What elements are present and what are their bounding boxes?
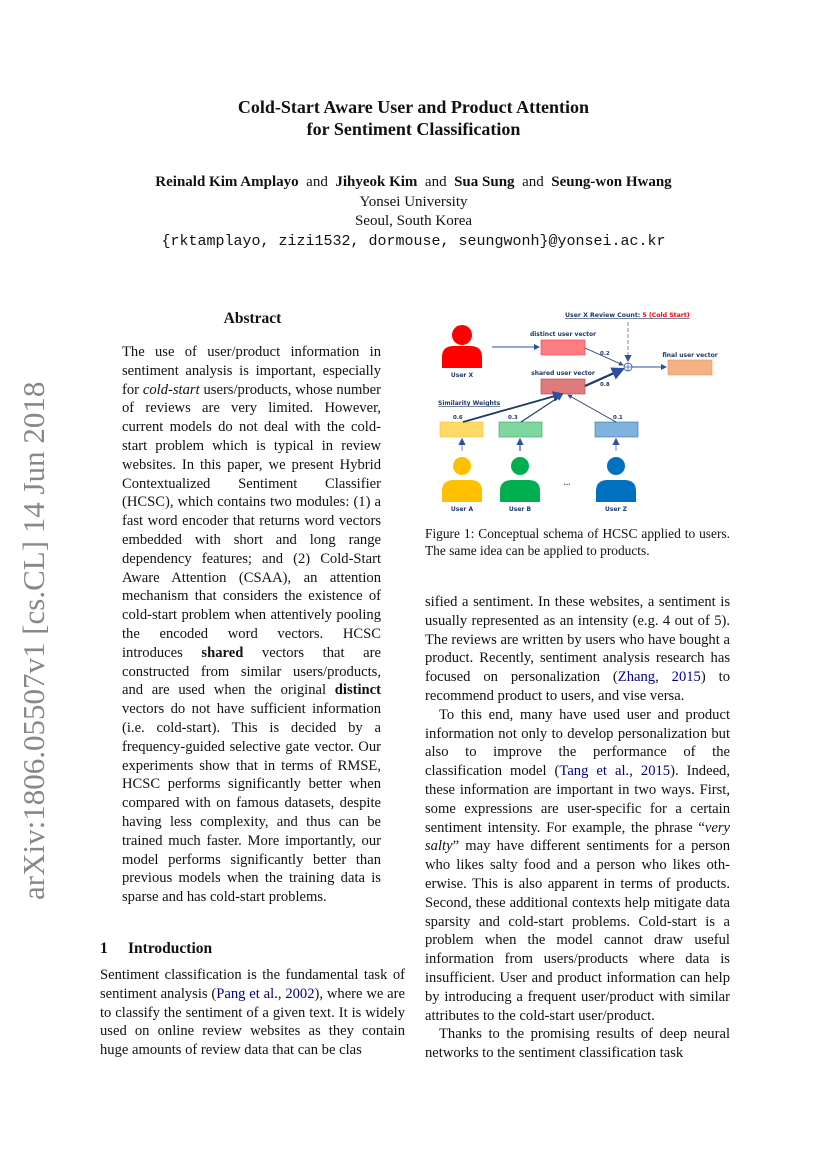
final-vector-label: final user vector xyxy=(662,352,718,359)
author: Sua Sung xyxy=(454,174,515,190)
text-segment: vectors do not have sufficient information (i.e. cold-start). This is decided by a frequency-guided selective gate vector. Our experiments show that in terms of RMSE, HCSC performs significantly better when compared with on famous datasets, despite having less complexity, and thus can be trained much faster. More importantly, our model performs significantly better than previous models when the training data is sparse and has cold-start problems. xyxy=(122,701,381,906)
user-a-vector-box xyxy=(440,422,483,437)
arrow xyxy=(568,395,616,422)
citation-link[interactable]: Zhang xyxy=(617,669,656,686)
weight-b: 0.3 xyxy=(508,415,518,421)
user-a-icon xyxy=(442,457,482,502)
text-segment: , xyxy=(629,763,641,780)
user-b-label: User B xyxy=(508,506,532,513)
text-segment: distinct xyxy=(334,682,381,699)
weight-z: 0.1 xyxy=(613,415,623,421)
gate-weight-shared: 0.8 xyxy=(600,382,610,388)
shared-vector-box xyxy=(541,379,585,394)
author-list xyxy=(0,173,827,193)
text-segment: very salty xyxy=(425,819,730,855)
text-segment: Thanks to the promising results of deep neural networks to the sentiment classification task xyxy=(425,1026,730,1062)
citation-link[interactable]: Tang et al. xyxy=(559,763,630,780)
section-number: 1 xyxy=(100,940,108,957)
intro-right-column xyxy=(425,593,730,1063)
oplus-icon xyxy=(624,363,632,371)
arxiv-stamp: arXiv:1806.05507v1 [cs.CL] 14 Jun 2018 xyxy=(16,381,51,900)
gate-weight-distinct: 0.2 xyxy=(600,351,610,357)
text-segment: vectors that are constructed from similar users/products, and are used when the original xyxy=(122,644,381,699)
paragraph xyxy=(425,1025,730,1063)
text-segment: shared xyxy=(201,644,244,661)
text-segment: , xyxy=(277,985,286,1002)
text-segment: users/products, whose number of reviews are very limited. However, current models do not deal with the cold-start problem which is typical in review websites. In this paper, we present Hybrid Contextualized Sentiment Classifier (HCSC), which contains two modules: (1) a fast word encoder that returns word vectors embedded with short and long range dependency features; and (2) Cold-Start Aware Attention (CSAA), an attention mechanism that considers the existence of cold-start problem when attentively pooling the encoded word vectors. HCSC introduces xyxy=(122,381,381,661)
user-x-label: User X xyxy=(450,372,474,379)
and: and xyxy=(424,174,447,190)
author: Jihyeok Kim xyxy=(335,174,418,190)
location: Seoul, South Korea xyxy=(354,213,473,229)
text-segment: ), where we are to classify the sentiment of a given text. It is widely used on online review websites as they contain huge amounts of review data that can be clas xyxy=(100,985,405,1059)
user-z-vector-box xyxy=(595,422,638,437)
emails: {rktamplayo, zizi1532, dormouse, seungwonh}@yonsei.ac.kr xyxy=(161,232,666,250)
user-z-icon xyxy=(596,457,636,502)
title-line: Cold-Start Aware User and Product Attention xyxy=(237,97,590,117)
title-line: for Sentiment Classification xyxy=(306,119,521,139)
final-vector-box xyxy=(668,360,712,375)
text-segment: The use of user/product information in sentiment analysis is important, especially for xyxy=(122,344,381,398)
paragraph xyxy=(425,706,730,1026)
text-segment: , xyxy=(655,669,672,686)
text-segment: Sentiment classification is the fundamental task of sentiment analysis ( xyxy=(100,967,405,1002)
paragraph xyxy=(100,966,405,1060)
section-title: Introduction xyxy=(128,940,213,957)
user-z-label: User Z xyxy=(605,506,627,513)
hcsc-schema-diagram xyxy=(420,305,730,520)
intro-left-column xyxy=(100,966,405,1060)
user-x-icon xyxy=(442,325,482,368)
text-segment: ) to recommend product to users, and vise versa. xyxy=(425,669,730,704)
citation-link[interactable]: Pang et al. xyxy=(216,985,278,1002)
abstract-body xyxy=(122,343,381,907)
ellipsis: ... xyxy=(563,480,571,487)
affiliation: Yonsei University xyxy=(359,193,468,210)
citation-link[interactable]: 2002 xyxy=(285,985,315,1002)
author-block xyxy=(0,173,827,251)
citation-link[interactable]: 2015 xyxy=(640,763,671,780)
author: Seung-won Hwang xyxy=(551,174,672,190)
abstract-paragraph xyxy=(122,343,381,907)
section-heading xyxy=(100,940,212,958)
distinct-vector-box xyxy=(541,340,585,355)
text-segment: ” may have different sentiments for a person who likes salty food and a person who likes otherwise. This is also apparent in terms of products. Second, these additional contexts help mitigate data sparsity and cold-start problems. Cold-start is a problem when the model cannot draw useful information from users/products where data is insufficient. User and product information can help by introducing a frequent user/product with similar attributes to the cold-start user/product. xyxy=(425,838,730,1024)
and: and xyxy=(306,174,328,190)
review-count-label: User X Review Count: 5 (Cold Start) xyxy=(565,312,690,319)
user-b-icon xyxy=(500,457,540,502)
paragraph xyxy=(425,593,730,706)
citation-link[interactable]: 2015 xyxy=(671,669,701,686)
text-segment: To this end, many have used user and product information not only to develop personalization but also to improve the performance of the classification model ( xyxy=(425,706,730,780)
text-segment: sified a sentiment. In these websites, a sentiment is usually represented as an intensity (e.g. 4 out of 5). The reviews are written by users who have bought a product. Recently, sentiment analysis research has focused on personalization ( xyxy=(425,594,730,686)
text-segment: cold-start xyxy=(142,381,200,398)
text-segment: ). Indeed, these information are important in two ways. First, some expressions are user-specific for a certain sentiment intensity. For example, the phrase “ xyxy=(425,763,731,836)
user-b-vector-box xyxy=(499,422,542,437)
distinct-vector-label: distinct user vector xyxy=(529,331,597,338)
author: Reinald Kim Amplayo xyxy=(155,174,299,190)
shared-vector-label: shared user vector xyxy=(531,370,595,377)
similarity-weights-label: Similarity Weights xyxy=(438,400,501,407)
weight-a: 0.6 xyxy=(453,415,463,421)
paper-title xyxy=(0,96,827,140)
abstract-title: Abstract xyxy=(223,310,282,327)
and: and xyxy=(522,174,544,190)
user-a-label: User A xyxy=(450,506,474,513)
figure-1 xyxy=(420,305,730,520)
figure-caption: Figure 1: Conceptual schema of HCSC applied to users. The same idea can be applied to products. xyxy=(425,526,730,558)
